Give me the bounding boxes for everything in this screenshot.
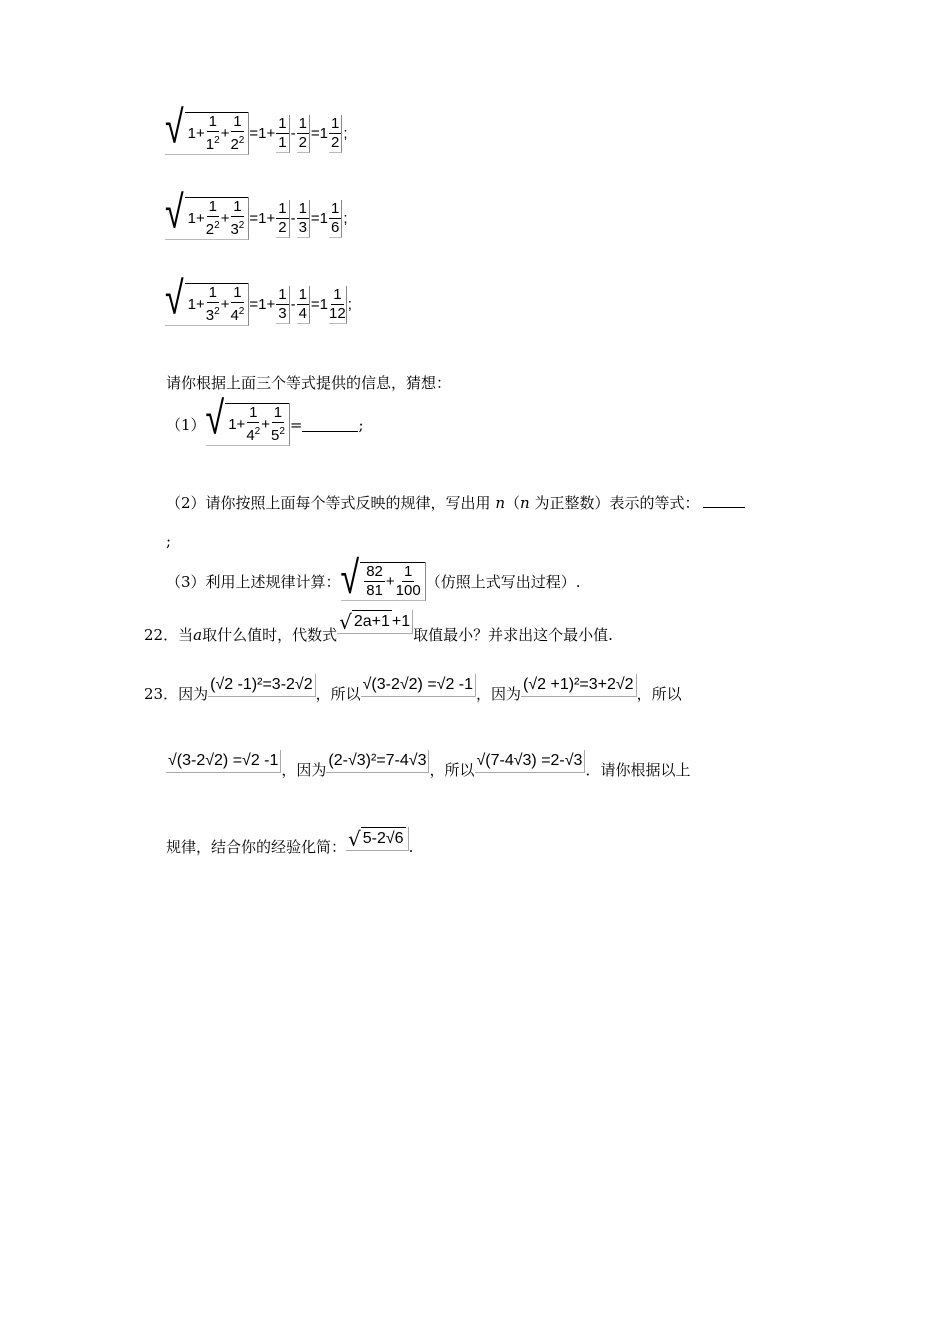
equation-3: √ 1+ $\frac{1}{3^2}$ + $\frac{1}{4^2}$ =1+ $\frac{1}{3}$ - $\frac{1}{4}$ =1 $\frac{1}{12}$ ; — [165, 271, 352, 326]
problem-23-line-2: √(3-2√2) =√2 -1 ， 因为 (2-√3)²=7-4√3 ， 所以 √(7-4√3) =2-√3 ．请你根据以上 — [168, 752, 691, 779]
problem-23-line-3: 规律，结合你的经验化简： √ 5-2√6 . — [166, 826, 414, 856]
problem-23-line-1: 23． 因为 (√2 -1)²=3-2√2 ， 所以 √(3-2√2) =√2 -1 ， 因为 (√2 +1)²=3+2√2 ， 所以 — [144, 676, 682, 703]
question-2-continuation: ; — [166, 532, 172, 550]
question-2: （2）请你按照上面每个等式反映的规律，写出用 n（n 为正整数）表示的等式： — [166, 492, 745, 514]
problem-22: 22． 当 a 取什么值时，代数式 √ 2a+1 +1 取值最小？并求出这个最小值. — [144, 609, 613, 644]
question-3: （3）利用上述规律计算： √ $\frac{82}{81}$ + $\frac{1}{100}$ （仿照上式写出过程）. — [166, 551, 581, 606]
answer-blank-1 — [302, 417, 358, 432]
question-1: （1） √ 1+ $\frac{1}{4^2}$ + $\frac{1}{5^2}$ = ; — [166, 391, 364, 446]
prompt-text: 请你根据上面三个等式提供的信息，猜想： — [166, 374, 452, 392]
answer-blank-2 — [703, 493, 745, 508]
equation-1: √ 1+ $\frac{1}{1^2}$ + $\frac{1}{2^2}$ =1+ $\frac{1}{1}$ - $\frac{1}{2}$ =1 $\frac{1}{2}$ ; — [165, 100, 348, 155]
equation-2: √ 1+ $\frac{1}{2^2}$ + $\frac{1}{3^2}$ =1+ $\frac{1}{2}$ - $\frac{1}{3}$ =1 $\frac{1}{6}$ ; — [165, 185, 348, 240]
